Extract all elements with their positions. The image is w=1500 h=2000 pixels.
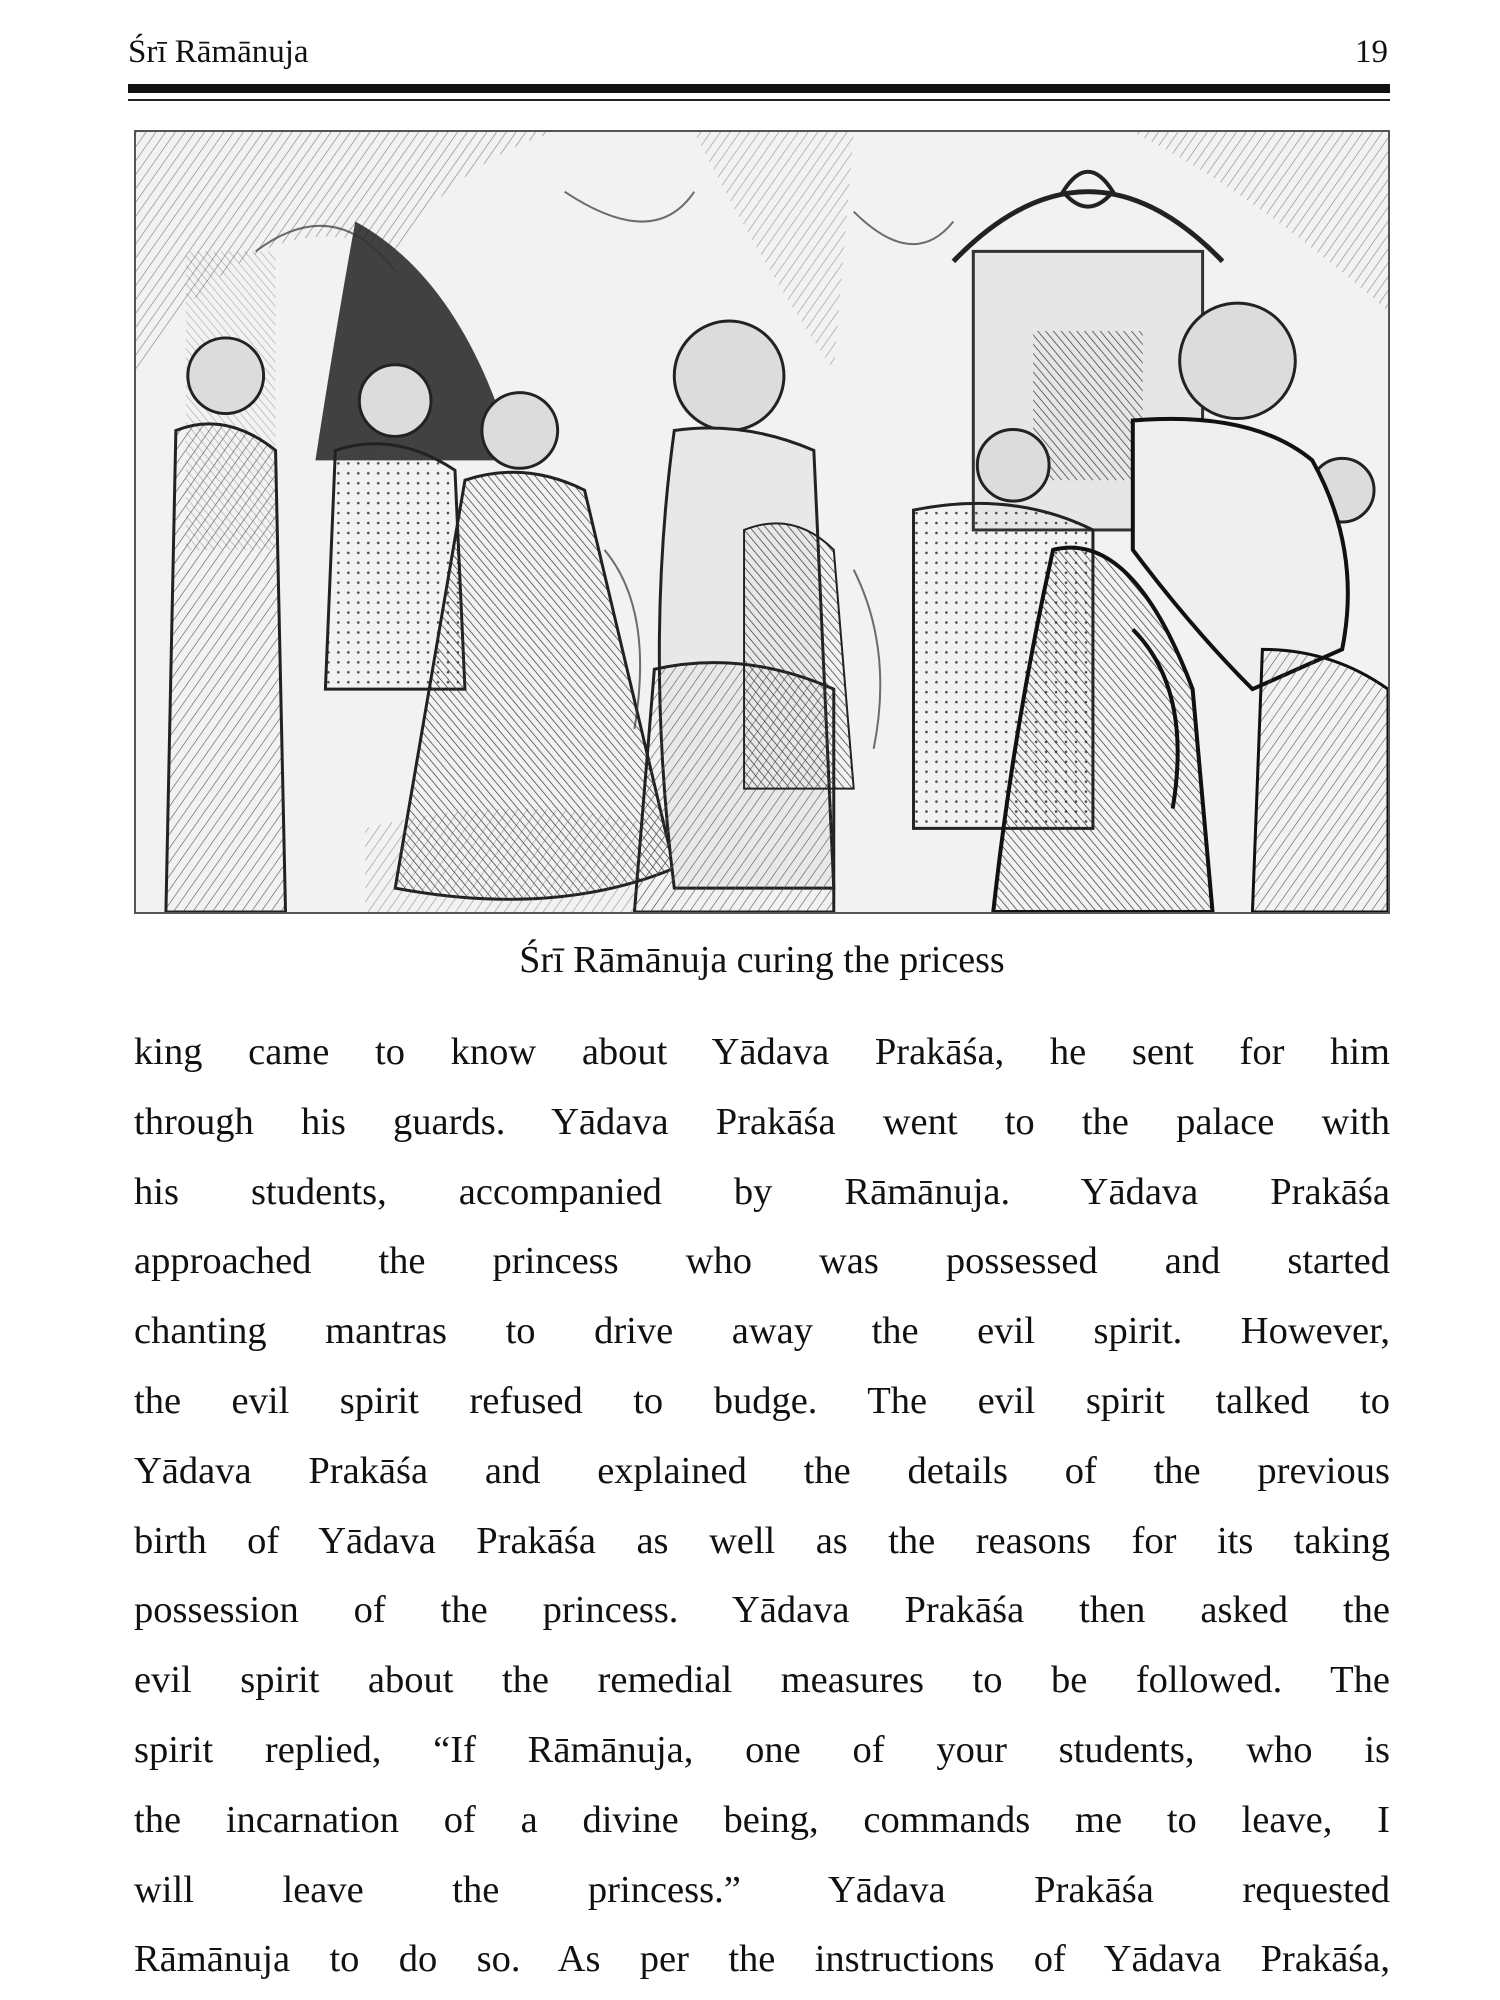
body-paragraph [134, 1018, 1390, 1995]
body-line: Rāmānuja to do so. As per the instructions of Yādava Prakāśa, [134, 1938, 1390, 1981]
body-line: chanting mantras to drive away the evil spirit. However, [134, 1310, 1390, 1353]
running-title: Śrī Rāmānuja [128, 34, 309, 70]
body-line: through his guards. Yādava Prakāśa went to the palace with [134, 1100, 1390, 1143]
body-line: king came to know about Yādava Prakāśa, he sent for him [134, 1031, 1390, 1073]
body-line: birth of Yādava Prakāśa as well as the reasons for its taking [134, 1519, 1390, 1562]
body-line: Yādava Prakāśa and explained the details of the previous [134, 1449, 1390, 1492]
page-number: 19 [1355, 34, 1388, 70]
body-line: evil spirit about the remedial measures to be followed. The [134, 1659, 1390, 1702]
header-rule-thick [128, 84, 1390, 93]
body-line: approached the princess who was possessed and started [134, 1240, 1390, 1283]
header-rule-thin [128, 99, 1390, 101]
illustration-sketch [134, 130, 1390, 914]
page-header [128, 34, 1388, 84]
body-line: spirit replied, “If Rāmānuja, one of your students, who is [134, 1728, 1390, 1771]
body-line: his students, accompanied by Rāmānuja. Yādava Prakāśa [134, 1170, 1390, 1213]
body-line: will leave the princess.” Yādava Prakāśa requested [134, 1868, 1390, 1911]
sketch-drawing [136, 132, 1388, 912]
body-line: the incarnation of a divine being, commands me to leave, I [134, 1798, 1390, 1841]
figure-caption: Śrī Rāmānuja curing the pricess [519, 939, 1005, 981]
body-line: possession of the princess. Yādava Prakāśa then asked the [134, 1589, 1390, 1632]
body-line: the evil spirit refused to budge. The evil spirit talked to [134, 1379, 1390, 1422]
